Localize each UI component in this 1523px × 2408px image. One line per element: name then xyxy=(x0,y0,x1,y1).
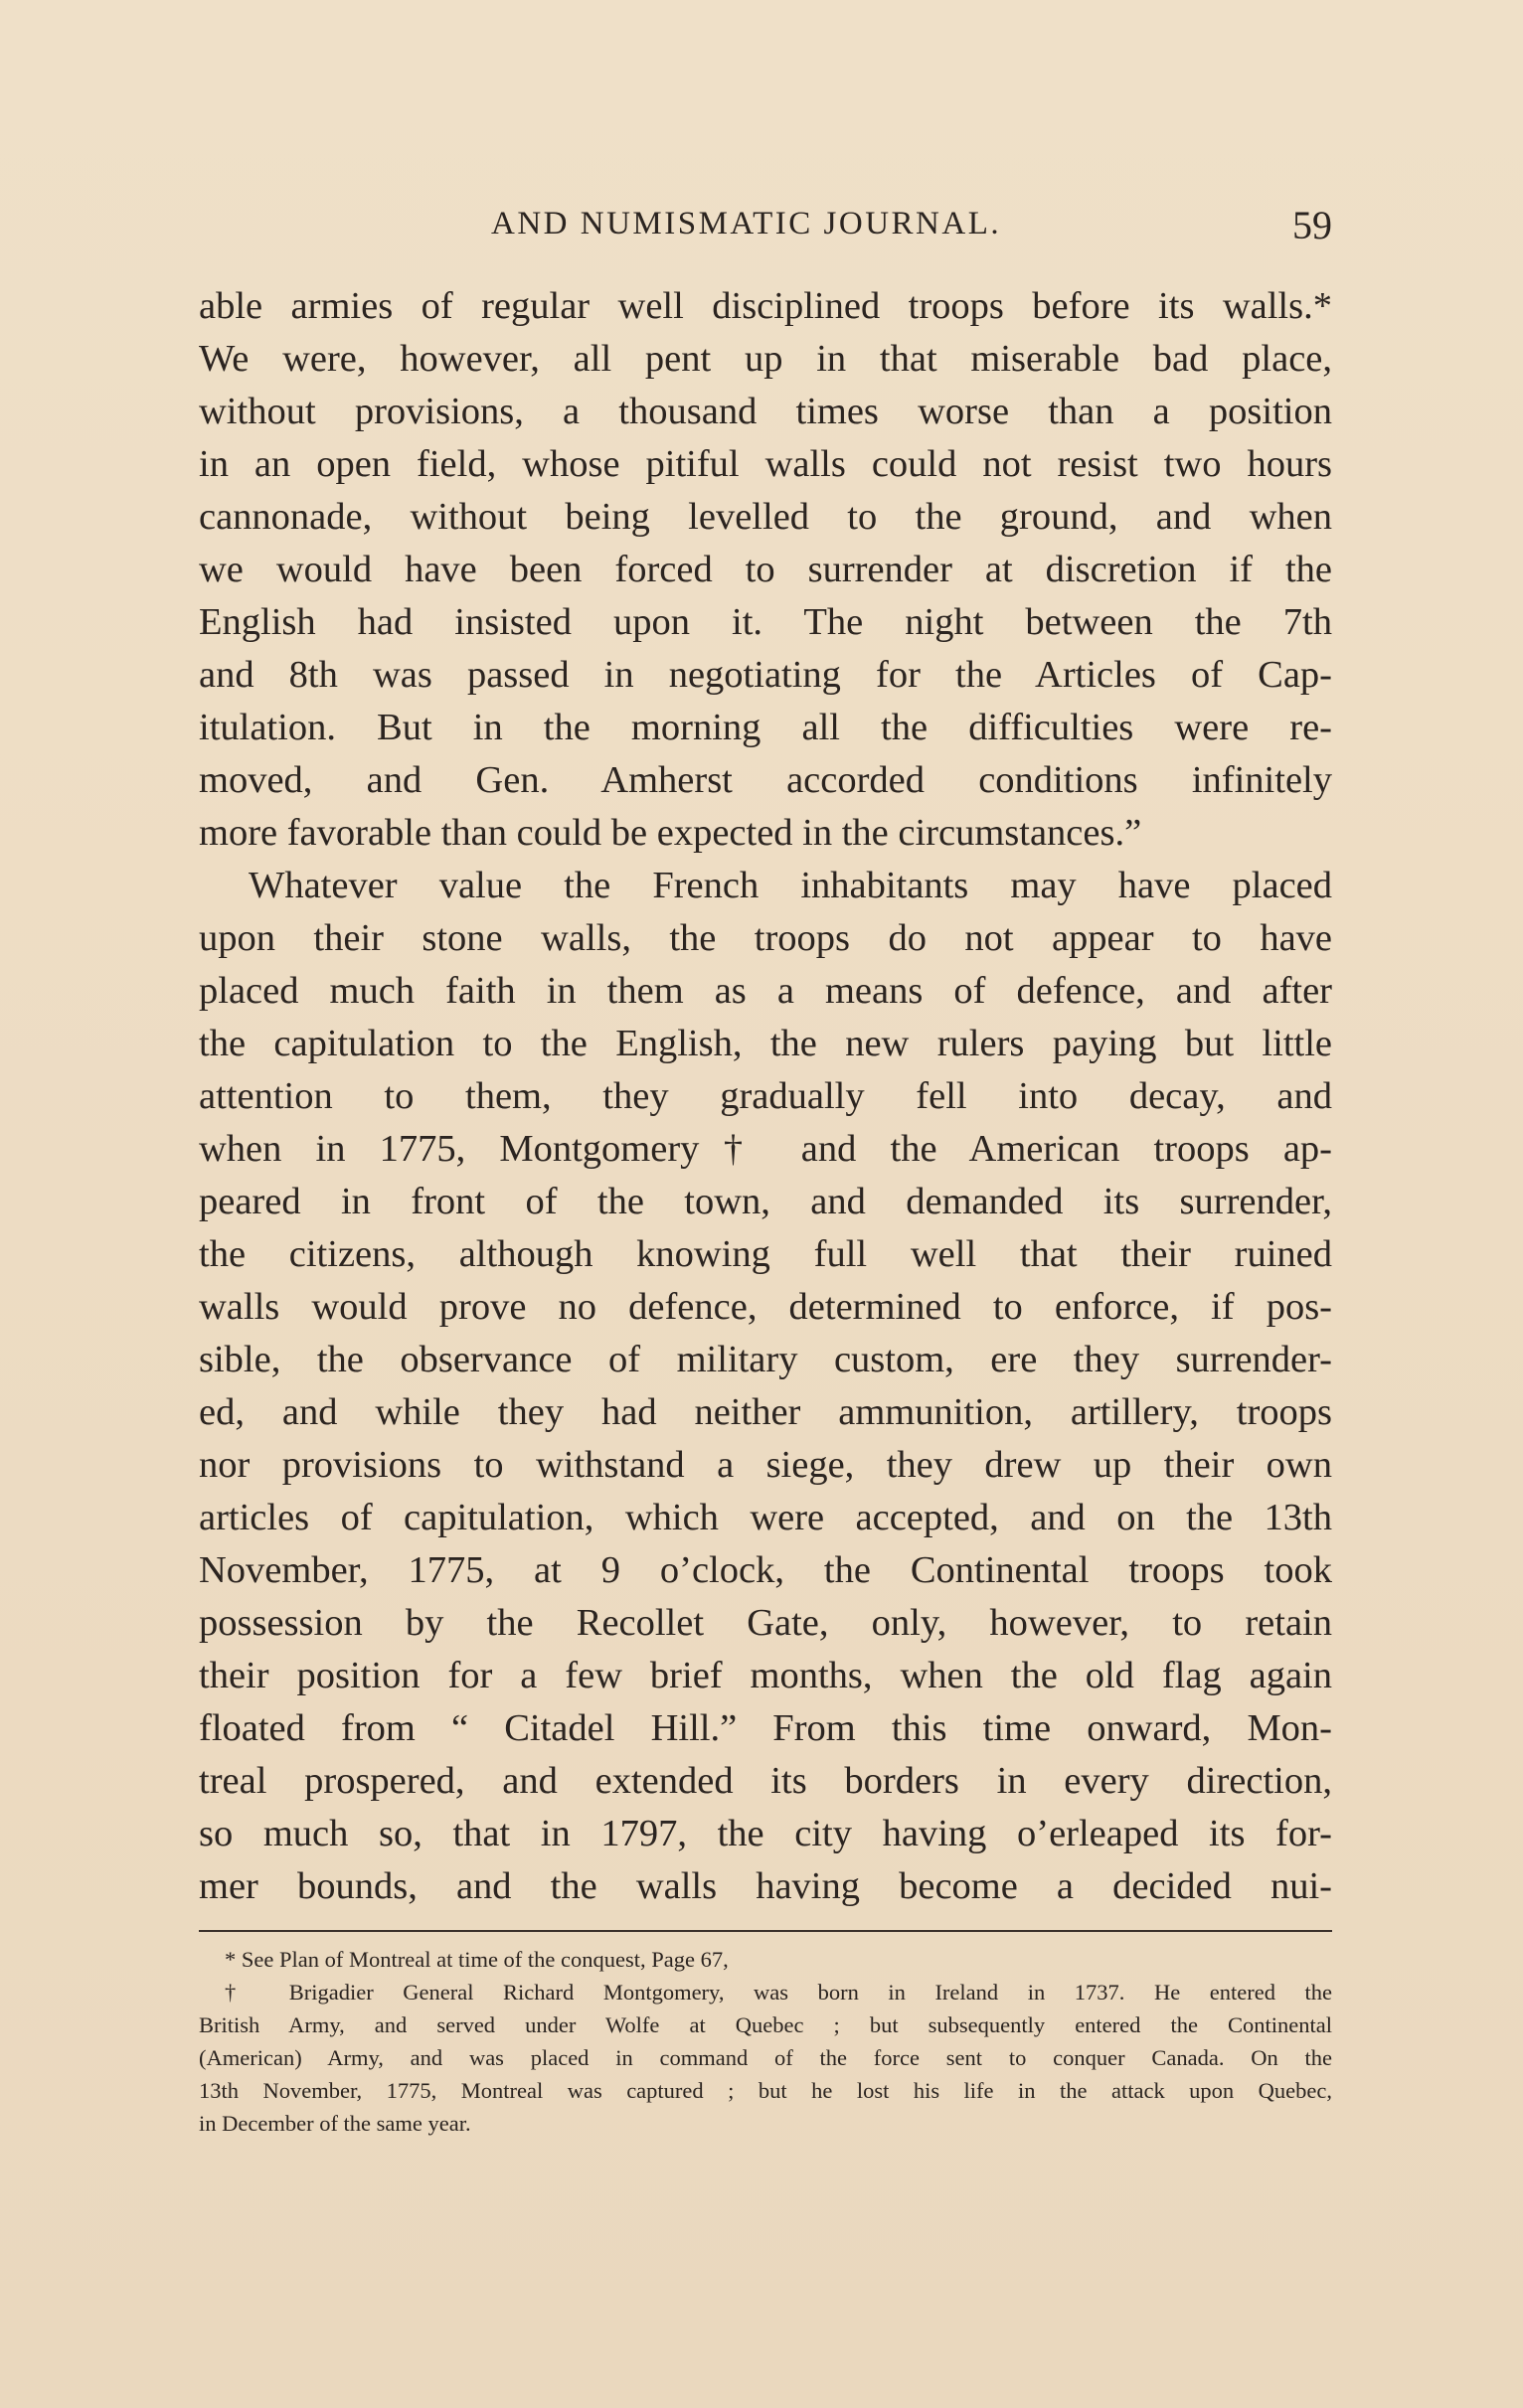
footnote-line: 13th November, 1775, Montreal was captured ; but he lost his life in the attack upon Quebec, xyxy=(199,2078,1332,2103)
text-line: nor provisions to withstand a siege, they drew up their own xyxy=(199,1444,1332,1486)
page-header xyxy=(199,202,1332,251)
text-line: walls would prove no defence, determined to enforce, if pos- xyxy=(199,1286,1332,1328)
footnote-line: in December of the same year. xyxy=(199,2111,471,2136)
page-number: 59 xyxy=(1292,203,1332,247)
text-line: cannonade, without being levelled to the ground, and when xyxy=(199,496,1332,538)
text-line: upon their stone walls, the troops do not appear to have xyxy=(199,917,1332,959)
text-line: more favorable than could be expected in the circumstances.” xyxy=(199,812,1142,854)
footnote-line: (American) Army, and was placed in command of the force sent to conquer Canada. On the xyxy=(199,2045,1332,2070)
footnote-line: * See Plan of Montreal at time of the conquest, Page 67, xyxy=(225,1947,729,1972)
text-line: peared in front of the town, and demanded its surrender, xyxy=(199,1181,1332,1222)
text-line: floated from “ Citadel Hill.” From this time onward, Mon- xyxy=(199,1707,1332,1749)
text-line: November, 1775, at 9 o’clock, the Continental troops took xyxy=(199,1549,1332,1591)
text-line: itulation. But in the morning all the difficulties were re- xyxy=(199,707,1332,748)
text-line: ed, and while they had neither ammunition, artillery, troops xyxy=(199,1391,1332,1433)
text-line: the citizens, although knowing full well that their ruined xyxy=(199,1233,1332,1275)
footnote-line: British Army, and served under Wolfe at Quebec ; but subsequently entered the Continental xyxy=(199,2012,1332,2037)
text-line: English had insisted upon it. The night between the 7th xyxy=(199,601,1332,643)
text-line: without provisions, a thousand times worse than a position xyxy=(199,391,1332,432)
text-line: in an open field, whose pitiful walls could not resist two hours xyxy=(199,443,1332,485)
text-line: moved, and Gen. Amherst accorded conditions infinitely xyxy=(199,759,1332,801)
footnotes xyxy=(199,1943,1332,2140)
text-line: sible, the observance of military custom, ere they surrender- xyxy=(199,1339,1332,1380)
text-line: when in 1775, Montgomery† and the American troops ap- xyxy=(199,1128,1332,1170)
footnote-rule xyxy=(199,1930,1332,1932)
text-line: treal prospered, and extended its borders in every direction, xyxy=(199,1760,1332,1802)
text-line: possession by the Recollet Gate, only, however, to retain xyxy=(199,1602,1332,1644)
text-line: mer bounds, and the walls having become a decided nui- xyxy=(199,1865,1332,1907)
text-line: and 8th was passed in negotiating for the Articles of Cap- xyxy=(199,654,1332,696)
text-line: attention to them, they gradually fell into decay, and xyxy=(199,1075,1332,1117)
text-line: we would have been forced to surrender at discretion if the xyxy=(199,549,1332,590)
paragraph-first-line: Whatever value the French inhabitants may have placed xyxy=(249,865,1332,906)
text-line: placed much faith in them as a means of defence, and after xyxy=(199,970,1332,1012)
text-line: so much so, that in 1797, the city having o’erleaped its for- xyxy=(199,1813,1332,1854)
footnote-line: † Brigadier General Richard Montgomery, was born in Ireland in 1737. He entered the xyxy=(225,1980,1332,2005)
text-line: their position for a few brief months, when the old flag again xyxy=(199,1655,1332,1696)
text-line: the capitulation to the English, the new rulers paying but little xyxy=(199,1023,1332,1064)
text-line: We were, however, all pent up in that miserable bad place, xyxy=(199,338,1332,380)
text-line: able armies of regular well disciplined troops before its walls.* xyxy=(199,285,1332,327)
running-head: AND NUMISMATIC JOURNAL. xyxy=(491,206,1002,241)
body-text xyxy=(199,280,1332,1913)
text-line: articles of capitulation, which were accepted, and on the 13th xyxy=(199,1497,1332,1538)
